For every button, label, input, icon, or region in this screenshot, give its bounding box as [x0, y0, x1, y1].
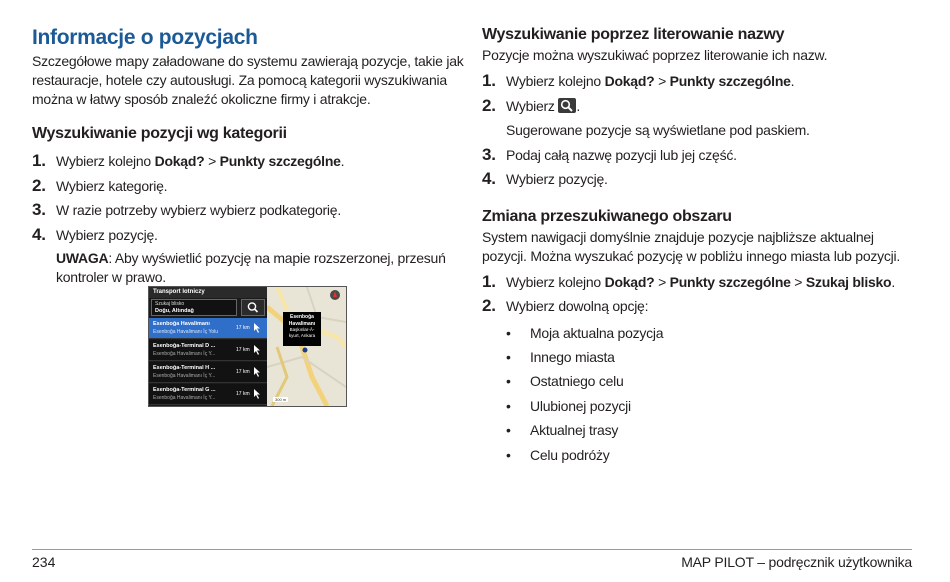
option-text: Innego miasta: [530, 348, 615, 365]
step-text: Wybierz dowolną opcję:: [506, 298, 649, 314]
menu-term-poi: Punkty szczególne: [669, 273, 791, 290]
step-item: [32, 198, 464, 223]
note-text: : Aby wyświetlić pozycję na mapie rozszerzonej, przesuń kontroler w prawo.: [56, 250, 446, 285]
bullet: •: [506, 348, 511, 365]
step-note: Sugerowane pozycje są wyświetlane pod paskiem.: [506, 122, 810, 138]
menu-term-where-to: Dokąd?: [154, 153, 205, 169]
option-item: [482, 369, 918, 393]
screenshot-map: [267, 287, 346, 406]
option-item: [482, 345, 918, 369]
left-column: [32, 24, 464, 287]
step-number: 2.: [482, 95, 496, 115]
change-area-intro: System nawigacji domyślnie znajduje pozycje najbliższe aktualnej pozycji. Można wyszukać pozycję w pobliżu innego miasta lub pozycji.: [482, 228, 900, 264]
screenshot-search-label: Szukaj blisko: [155, 301, 185, 307]
poi-subtitle: Esenboğa Havalimanı İç Y...: [153, 351, 216, 357]
step-number: 1.: [482, 271, 496, 291]
step-number: 2.: [482, 296, 496, 315]
step-number: 3.: [482, 144, 496, 164]
step-number: 1.: [32, 151, 46, 170]
poi-distance: 17 km: [236, 347, 250, 353]
screenshot-search-location: Doğu, Altındağ: [155, 308, 194, 314]
poi-distance: 17 km: [236, 325, 250, 331]
map-popup: [283, 312, 321, 346]
section-title-change-area: Zmiana przeszukiwanego obszaru: [482, 207, 732, 225]
punctuation: .: [340, 153, 345, 169]
section-title-category-search: Wyszukiwanie pozycji wg kategorii: [32, 125, 287, 142]
bullet: •: [506, 422, 511, 439]
menu-term-search-near: Szukaj blisko: [805, 273, 892, 290]
poi-title: Esenboğa-Terminal H ...: [153, 365, 216, 371]
menu-term-where-to: Dokąd?: [604, 273, 655, 290]
poi-title: Esenboğa Havalimanı: [153, 321, 210, 327]
direction-arrow-icon: [253, 389, 261, 399]
step-text: Wybierz: [506, 97, 559, 114]
screenshot-list-item: [149, 362, 267, 383]
option-text: Celu podróży: [530, 446, 610, 463]
option-text: Ulubionej pozycji: [530, 397, 631, 414]
category-steps-list: [32, 149, 464, 247]
step-number: 4.: [32, 224, 46, 244]
spell-steps-list: [482, 69, 918, 118]
direction-arrow-icon: [253, 323, 261, 333]
step-text: Wybierz pozycję.: [506, 171, 608, 187]
page-title: Informacje o pozycjach: [32, 26, 258, 49]
poi-title: Esenboğa-Terminal D ...: [153, 343, 216, 349]
map-scale: 300 m: [275, 397, 287, 402]
popup-address-line: kyurt, Ankara: [288, 332, 316, 338]
option-item: [482, 321, 918, 345]
step-text: W razie potrzeby wybierz wybierz podkategorię.: [56, 202, 341, 218]
step-number: 1.: [482, 71, 496, 90]
right-column: [482, 24, 918, 467]
step-item: [32, 174, 464, 199]
step-text: Wybierz pozycję.: [56, 226, 158, 243]
direction-arrow-icon: [253, 367, 261, 377]
menu-term-poi: Punkty szczególne: [669, 73, 791, 89]
separator: >: [790, 273, 806, 290]
spell-steps-list-continued: [482, 143, 918, 192]
step-number: 2.: [32, 175, 46, 195]
menu-term-where-to: Dokąd?: [604, 73, 655, 89]
menu-term-poi: Punkty szczególne: [219, 153, 341, 169]
option-text: Aktualnej trasy: [530, 422, 619, 439]
manual-title: MAP PILOT – podręcznik użytkownika: [681, 554, 912, 570]
change-area-steps-list: [482, 270, 918, 319]
screenshot-search-button: [241, 299, 265, 316]
step-text: Wybierz kolejno: [506, 273, 605, 290]
bullet: •: [506, 397, 511, 414]
punctuation: .: [790, 73, 795, 89]
step-text: Podaj całą nazwę pozycji lub jej część.: [506, 146, 737, 163]
punctuation: .: [576, 97, 580, 114]
poi-distance: 17 km: [236, 391, 250, 397]
step-item: [482, 94, 918, 119]
bullet: •: [506, 324, 511, 341]
search-icon: [242, 300, 264, 315]
page-number: 234: [32, 554, 56, 570]
step-item: [32, 223, 464, 248]
option-item: [482, 443, 918, 467]
footer-divider: [32, 549, 912, 550]
step-item: [482, 167, 918, 192]
step-item: [482, 143, 918, 168]
intro-paragraph: Szczegółowe mapy załadowane do systemu zawierają pozycje, takie jak restauracje, hotele czy autousługi. Za pomocą kategorii wyszukiwania można w łatwy sposób znaleźć okoliczne firmy i atrakcje.: [32, 53, 464, 107]
direction-arrow-icon: [253, 345, 261, 355]
popup-address-line: Başkınlar-Â-: [289, 327, 315, 332]
note-paragraph: [32, 249, 464, 287]
step-item: [32, 149, 464, 174]
screenshot-search-box: [151, 299, 237, 316]
option-text: Ostatniego celu: [530, 373, 624, 390]
bullet: •: [506, 373, 511, 390]
screenshot-list-item: [149, 340, 267, 361]
option-item: [482, 418, 918, 442]
step-number: 4.: [482, 169, 496, 188]
step-item: [482, 270, 918, 295]
step-item: [482, 294, 918, 319]
option-item: [482, 394, 918, 418]
punctuation: .: [891, 273, 895, 290]
poi-title: Esenboğa-Terminal G ...: [153, 387, 216, 393]
note-label: UWAGA: [56, 250, 109, 266]
poi-subtitle: Esenboğa Havalimanı İç Yolu: [153, 329, 219, 335]
bullet: •: [506, 446, 511, 463]
spell-search-intro: Pozycje można wyszukiwać poprzez literowanie ich nazw.: [482, 47, 828, 63]
options-list: [482, 321, 918, 467]
screenshot-list-item: [149, 384, 267, 405]
step-text: Wybierz kolejno: [506, 73, 605, 89]
poi-subtitle: Esenboğa Havalimanı İç Y...: [153, 373, 216, 379]
section-title-spell-search: Wyszukiwanie poprzez literowanie nazwy: [482, 26, 785, 43]
step-text: Wybierz kategorię.: [56, 177, 168, 194]
step-number: 3.: [32, 200, 46, 219]
step-text: Wybierz kolejno: [56, 153, 155, 169]
poi-distance: 17 km: [236, 369, 250, 375]
popup-title: Esenboğa Havalimanı: [288, 314, 316, 327]
separator: >: [204, 153, 220, 169]
screenshot-header: Transport lotniczy: [149, 287, 271, 298]
separator: >: [654, 273, 670, 290]
poi-subtitle: Esenboğa Havalimanı İç Y...: [153, 395, 216, 401]
map-roads-graphic: [267, 287, 346, 406]
option-text: Moja aktualna pozycja: [530, 324, 664, 341]
step-item: [482, 69, 918, 94]
device-screenshot: [148, 286, 347, 407]
search-icon: [558, 98, 576, 113]
separator: >: [654, 73, 670, 89]
screenshot-list-item: [149, 318, 267, 339]
